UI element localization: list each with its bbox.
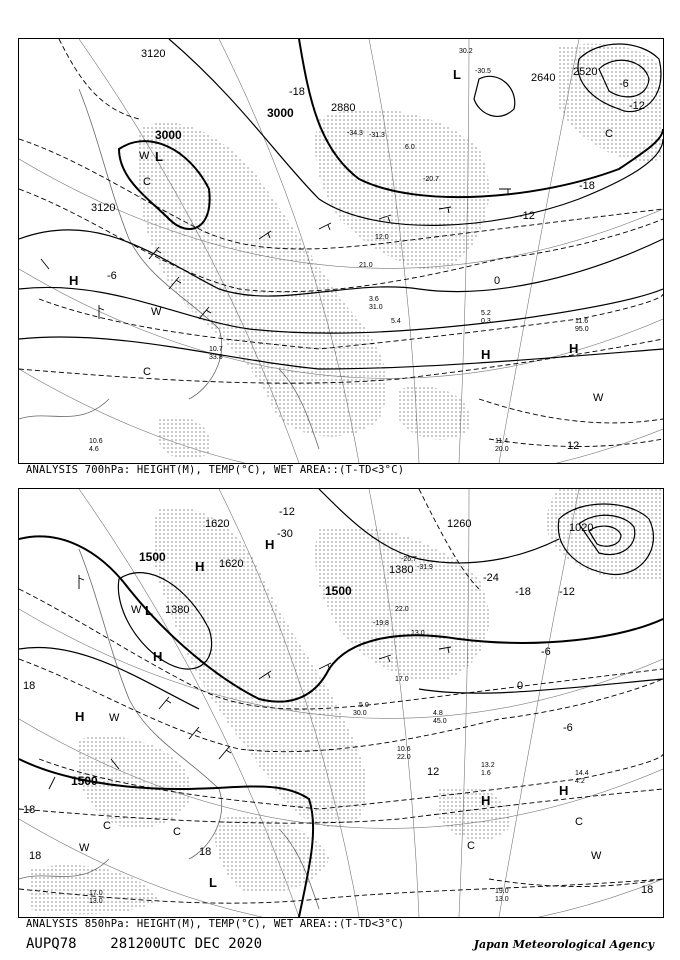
station-value: 14.4 — [575, 770, 589, 777]
station-value: 30.0 — [353, 710, 367, 717]
station-value: 12.0 — [375, 234, 389, 241]
station-value: 4.6 — [89, 446, 99, 453]
station-value: 5.2 — [481, 310, 491, 317]
station-value: 19.0 — [495, 888, 509, 895]
temp-label: -24 — [483, 572, 499, 584]
temp-label: -12 — [629, 100, 645, 112]
height-label: 1620 — [219, 558, 244, 570]
high-center: H — [153, 649, 163, 664]
chart-identifier — [26, 936, 262, 952]
station-value: -30.5 — [475, 68, 491, 75]
height-label: 3000 — [155, 128, 182, 142]
temp-label: 0 — [517, 680, 524, 692]
station-value: 30.2 — [459, 48, 473, 55]
high-center: H — [195, 559, 205, 574]
station-value: 13.0 — [89, 898, 103, 905]
station-value: 33.8 — [209, 354, 223, 361]
cold-center: C — [467, 840, 475, 852]
station-value: 10.6 — [397, 746, 411, 753]
temp-label: 18 — [29, 850, 42, 862]
warm-center: W — [109, 712, 120, 724]
low-center: L — [453, 67, 461, 82]
station-value: 0.3 — [481, 318, 491, 325]
high-center: H — [559, 783, 569, 798]
station-value: 17.0 — [395, 676, 409, 683]
temp-label: 18 — [641, 884, 654, 896]
station-value: 6.0 — [405, 144, 415, 151]
temp-label: -12 — [559, 586, 575, 598]
height-label: 2880 — [331, 102, 356, 114]
height-label: 1500 — [325, 584, 352, 598]
weather-map-850hpa — [19, 489, 663, 917]
low-center: L — [145, 603, 153, 618]
station-value: 13.0 — [411, 630, 425, 637]
temp-label: -30 — [277, 528, 293, 540]
station-value: 13.2 — [481, 762, 495, 769]
station-value: 4.8 — [433, 710, 443, 717]
temp-label: -18 — [579, 180, 595, 192]
station-value: 20.0 — [495, 446, 509, 453]
high-center: H — [569, 341, 579, 356]
cold-center: C — [143, 366, 151, 378]
station-value: 22.0 — [397, 754, 411, 761]
station-value: 17.0 — [89, 890, 103, 897]
high-center: H — [75, 709, 85, 724]
station-value: 5.4 — [391, 318, 401, 325]
warm-center: W — [591, 850, 602, 862]
cold-center: C — [575, 816, 583, 828]
temp-label: 18 — [199, 846, 212, 858]
station-value: -26.7 — [401, 556, 417, 563]
station-value: -31.3 — [369, 132, 385, 139]
temp-label: 18 — [23, 804, 36, 816]
station-value: 3.6 — [369, 296, 379, 303]
station-value: 22.0 — [395, 606, 409, 613]
height-label: 1020 — [569, 522, 594, 534]
cold-center: C — [173, 826, 181, 838]
height-label: 1380 — [389, 564, 414, 576]
wet-area-700 — [137, 44, 663, 459]
station-value: 95.0 — [575, 326, 589, 333]
agency-name: Japan Meteorological Agency — [473, 938, 654, 951]
temp-label: -18 — [515, 586, 531, 598]
station-value: 5.0 — [359, 702, 369, 709]
height-label: 1260 — [447, 518, 472, 530]
cold-center: C — [103, 820, 111, 832]
temp-label: -12 — [279, 506, 295, 518]
panel-caption-850hpa: ANALYSIS 850hPa: HEIGHT(M), TEMP(°C), WET AREA::(T-TD<3°C) — [26, 918, 405, 930]
temp-label: -6 — [563, 722, 573, 734]
weather-map-700hpa — [19, 39, 663, 463]
warm-center: W — [139, 150, 150, 162]
height-label: 3120 — [91, 202, 116, 214]
height-label: 1620 — [205, 518, 230, 530]
warm-center: W — [151, 306, 162, 318]
temp-label: 12 — [427, 766, 440, 778]
height-label: 1500 — [71, 774, 98, 788]
map-panel-700hpa — [18, 38, 664, 464]
station-value: -20.7 — [423, 176, 439, 183]
station-value: 13.0 — [495, 896, 509, 903]
chart-datetime: 281200UTC DEC 2020 — [110, 936, 263, 952]
temp-label: -6 — [541, 646, 551, 658]
cold-center: C — [143, 176, 151, 188]
station-value: -31.9 — [417, 564, 433, 571]
station-value: 31.0 — [369, 304, 383, 311]
temp-label: 12 — [567, 440, 580, 452]
low-center: L — [155, 149, 163, 164]
station-value: 4.2 — [575, 778, 585, 785]
high-center: H — [265, 537, 275, 552]
height-label: 3120 — [141, 48, 166, 60]
station-value: 10.6 — [89, 438, 103, 445]
station-value: 10.7 — [209, 346, 223, 353]
station-value: 21.0 — [359, 262, 373, 269]
temp-label: -6 — [619, 78, 629, 90]
temp-label: -12 — [519, 210, 535, 222]
height-label: 1380 — [165, 604, 190, 616]
map-panel-850hpa — [18, 488, 664, 918]
height-label: 3000 — [267, 106, 294, 120]
high-center: H — [69, 273, 79, 288]
temp-label: 0 — [494, 275, 501, 287]
height-label: 1500 — [139, 550, 166, 564]
temp-label: -6 — [107, 270, 117, 282]
cold-center: C — [605, 128, 613, 140]
height-label: 2640 — [531, 72, 556, 84]
high-center: H — [481, 347, 491, 362]
station-value: 11.4 — [495, 438, 509, 445]
station-value: 45.0 — [433, 718, 447, 725]
warm-center: W — [131, 604, 142, 616]
warm-center: W — [79, 842, 90, 854]
temp-label: 18 — [23, 680, 36, 692]
high-center: H — [481, 793, 491, 808]
panel-caption-700hpa: ANALYSIS 700hPa: HEIGHT(M), TEMP(°C), WET AREA::(T-TD<3°C) — [26, 464, 405, 476]
station-value: 1.6 — [481, 770, 491, 777]
station-value: 11.6 — [575, 318, 589, 325]
station-value: -34.3 — [347, 130, 363, 137]
station-value: -19.8 — [373, 620, 389, 627]
height-label: 2520 — [573, 66, 598, 78]
chart-code: AUPQ78 — [26, 936, 77, 952]
warm-center: W — [593, 392, 604, 404]
low-center: L — [209, 875, 217, 890]
temp-label: -18 — [289, 86, 305, 98]
